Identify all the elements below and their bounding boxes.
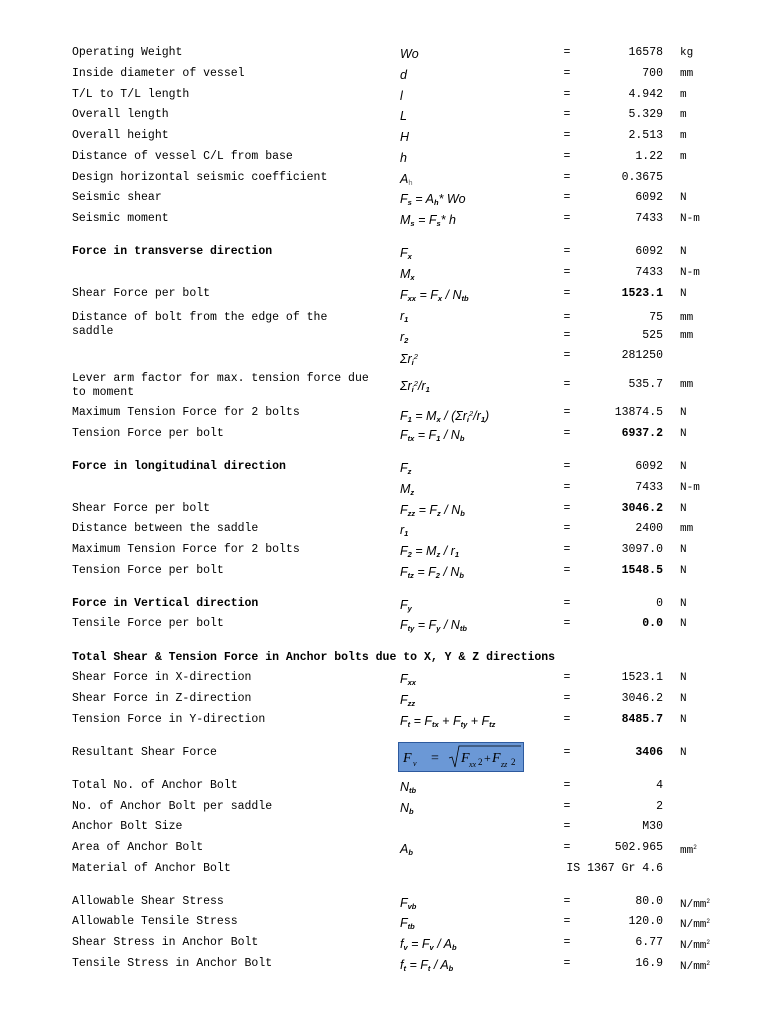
equals: = [563,597,571,610]
unit: N [680,747,687,759]
symbol: $F_{vb}$ [400,896,417,911]
equals: = [563,378,571,391]
symbol: $r_2$ [400,330,409,345]
equals: = [563,108,571,121]
row-tensile-per-bolt-y [0,617,768,637]
value: 7433 [635,212,663,225]
symbol: d [400,68,407,82]
equals: = [563,150,571,163]
symbol: $r_1$ [400,523,409,538]
symbol: $F_x$ [400,246,412,261]
formula: $F_{ty} = F_y / N_{tb}$ [400,618,467,633]
desc: Distance between the saddle [72,522,259,535]
value: 0.0 [642,617,663,630]
row-bolts-per-saddle [0,800,768,820]
equals: = [563,564,571,577]
value: 4 [656,779,663,792]
row-r2 [0,329,768,349]
symbol: h [400,151,407,165]
value: 120.0 [628,915,663,928]
row-shear-stress [0,936,768,956]
desc: Lever arm factor for max. tension force due to moment [72,372,376,399]
value: 281250 [621,349,663,362]
formula: $M_s = F_s*$ h [400,213,456,228]
symbol: L [400,109,407,123]
value: IS 1367 Gr 4.6 [566,862,663,875]
row-shear-z [0,692,768,712]
equals: = [563,502,571,515]
row-seismic-coefficient [0,171,768,191]
value: 80.0 [635,895,663,908]
row-inside-diameter [0,67,768,87]
equals: = [563,287,571,300]
row-longitudinal-heading [0,460,768,480]
value: 7433 [635,266,663,279]
term1-subscript: xx [469,760,477,769]
unit: N [680,693,687,705]
row-allowable-tensile [0,915,768,935]
formula: $F_1 = M_x / (\Sigma r_i^2/r_1)$ [400,409,490,424]
unit: N [680,407,687,419]
row-max-tension-x [0,406,768,426]
desc: Overall height [72,129,169,142]
equals: = [563,671,571,684]
equals: = [563,311,571,324]
row-sum-r-sq [0,349,768,369]
desc: Shear Stress in Anchor Bolt [72,936,259,949]
row-resultant-shear [0,746,768,766]
unit: m [680,151,687,163]
unit: N [680,714,687,726]
desc: Resultant Shear Force [72,746,217,759]
desc: No. of Anchor Bolt per saddle [72,800,273,813]
equals: = [563,212,571,225]
equals: = [563,746,571,759]
equals: = [563,427,571,440]
desc: Tension Force in Y-direction [72,713,266,726]
unit: m [680,89,687,101]
row-bolt-area [0,841,768,861]
equals: = [563,266,571,279]
symbol: $F_{xx}$ [400,672,416,687]
value: 6092 [635,245,663,258]
row-bolt-material [0,862,768,882]
unit: mm [680,68,694,80]
unit: $N/mm^2$ [680,918,711,931]
value: 1548.5 [621,564,663,577]
value: 3046.2 [621,502,663,515]
row-seismic-shear [0,191,768,211]
desc: Tension Force per bolt [72,564,224,577]
unit: N [680,598,687,610]
equals: = [563,406,571,419]
row-cl-distance [0,150,768,170]
unit: kg [680,47,694,59]
row-shear-per-bolt-z [0,502,768,522]
value: 6092 [635,460,663,473]
equals: = [563,800,571,813]
desc: Tensile Force per bolt [72,617,224,630]
row-mz [0,481,768,501]
term1-power: 2 [478,757,483,767]
formula: $f_t = F_t / A_b$ [400,958,454,973]
desc: Allowable Shear Stress [72,895,224,908]
formula: $F_{tx} = F_1 / N_b$ [400,428,465,443]
lhs-subscript: v [413,759,417,768]
symbol: $F_{zz}$ [400,693,416,708]
row-operating-weight [0,46,768,66]
row-transverse-heading [0,245,768,265]
plus-sign: + [484,751,491,765]
unit: $N/mm^2$ [680,960,711,973]
row-shear-per-bolt-x [0,287,768,307]
unit: $N/mm^2$ [680,939,711,952]
desc: Maximum Tension Force for 2 bolts [72,543,300,556]
desc: Inside diameter of vessel [72,67,245,80]
unit: N [680,428,687,440]
value: 535.7 [628,378,663,391]
unit: N [680,503,687,515]
symbol: $M_x$ [400,267,415,282]
desc: Distance of vessel C/L from base [72,150,293,163]
value: 1523.1 [621,287,663,300]
desc: Tension Force per bolt [72,427,224,440]
equals: = [563,713,571,726]
symbol: $r_1$ [400,309,409,324]
value: 0 [656,597,663,610]
value: 6937.2 [621,427,663,440]
value: 1.22 [635,150,663,163]
value: 8485.7 [621,713,663,726]
value: 13874.5 [614,406,663,419]
unit: mm [680,312,694,324]
unit: $mm^2$ [680,844,697,857]
value: 3406 [635,746,663,759]
value: 2 [656,800,663,813]
value: 4.942 [628,88,663,101]
symbol: $A_b$ [400,842,413,857]
unit: N-m [680,267,700,279]
equals: = [563,617,571,630]
symbol: l [400,89,403,103]
lhs-symbol: F [403,751,412,766]
desc: Total No. of Anchor Bolt [72,779,238,792]
desc: Shear Force in X-direction [72,671,252,684]
value: 75 [649,311,663,324]
value: 6.77 [635,936,663,949]
formula: $F_2 = M_z / r_1$ [400,544,459,559]
section-heading: Force in transverse direction [72,245,273,258]
section-heading: Total Shear & Tension Force in Anchor bolts due to X, Y & Z directions [72,651,556,664]
row-max-tension-z [0,543,768,563]
row-mx [0,266,768,286]
equals: = [563,543,571,556]
desc: Maximum Tension Force for 2 bolts [72,406,300,419]
desc: Seismic moment [72,212,169,225]
unit: N [680,192,687,204]
section-heading: Force in Vertical direction [72,597,259,610]
desc: T/L to T/L length [72,88,190,101]
equals: = [563,349,571,362]
equals: = [563,171,571,184]
formula: $F_{tz} = F_2 / N_b$ [400,565,464,580]
symbol: $N_{tb}$ [400,780,417,795]
desc: Anchor Bolt Size [72,820,183,833]
equals: = [563,191,571,204]
value: 5.329 [628,108,663,121]
desc: Overall length [72,108,169,121]
row-total-anchor-bolts [0,779,768,799]
unit: mm [680,330,694,342]
unit: mm [680,523,694,535]
row-tension-per-bolt-z [0,564,768,584]
equals: = [563,67,571,80]
symbol: Wo [400,47,419,61]
row-overall-length [0,108,768,128]
row-tl-length [0,88,768,108]
value: 502.965 [614,841,663,854]
desc: Shear Force per bolt [72,502,211,515]
unit: N [680,618,687,630]
desc: Shear Force per bolt [72,287,211,300]
unit: N [680,288,687,300]
equals: = [563,329,571,342]
equals: = [563,522,571,535]
term1: F [461,751,470,766]
symbol: $M_z$ [400,482,415,497]
row-allowable-shear [0,895,768,915]
equals: = [563,936,571,949]
value: 16.9 [635,957,663,970]
symbol: $A_h$ [400,172,413,187]
equals: = [563,460,571,473]
term2-subscript: zz [501,760,508,769]
equals: = [563,88,571,101]
value: 16578 [628,46,663,59]
symbol: $F_z$ [400,461,412,476]
unit: m [680,130,687,142]
unit: $N/mm^2$ [680,898,711,911]
equals: = [563,915,571,928]
value: 525 [642,329,663,342]
desc: Material of Anchor Bolt [72,862,231,875]
equals: = [563,895,571,908]
formula: $F_s = A_h*$ Wo [400,192,466,207]
value: 1523.1 [621,671,663,684]
term2: F [492,751,501,766]
value: 2400 [635,522,663,535]
symbol: $F_y$ [400,598,412,613]
desc: Tensile Stress in Anchor Bolt [72,957,273,970]
formula: $F_t = F_{tx} + F_{ty} + F_{tz}$ [400,714,496,729]
row-vertical-heading [0,597,768,617]
row-total-heading [0,651,768,671]
value: 7433 [635,481,663,494]
value: 3046.2 [621,692,663,705]
row-bolt-size [0,820,768,840]
formula: $\Sigma r_i^2$ [400,352,418,367]
equals: = [563,957,571,970]
row-saddle-distance [0,522,768,542]
equals: = [563,841,571,854]
equals: = [563,820,571,833]
formula: $\Sigma r_i^2/r_1$ [400,379,430,394]
unit: N-m [680,482,700,494]
value: 0.3675 [621,171,663,184]
unit: m [680,109,687,121]
unit: N [680,565,687,577]
row-lever-arm [0,372,768,399]
desc: Design horizontal seismic coefficient [72,171,328,184]
equals: = [563,245,571,258]
row-overall-height [0,129,768,149]
desc: Allowable Tensile Stress [72,915,238,928]
desc: Seismic shear [72,191,162,204]
symbol: $N_b$ [400,801,414,816]
formula: $F_{xx} = F_x / N_{tb}$ [400,288,469,303]
value: 2.513 [628,129,663,142]
unit: N [680,672,687,684]
desc: Distance of bolt from the edge of the saddle [72,311,335,338]
row-tension-per-bolt-x [0,427,768,447]
row-tensile-stress [0,957,768,977]
row-tension-y [0,713,768,733]
formula: $f_v = F_v / A_b$ [400,937,457,952]
equals: = [563,129,571,142]
desc: Operating Weight [72,46,183,59]
unit: N-m [680,213,700,225]
equals-sign: = [431,751,439,766]
equals: = [563,481,571,494]
value: 3097.0 [621,543,663,556]
section-heading: Force in longitudinal direction [72,460,286,473]
row-seismic-moment [0,212,768,232]
symbol: H [400,130,410,144]
formula: $F_{zz} = F_z / N_b$ [400,503,465,518]
unit: N [680,544,687,556]
equals: = [563,692,571,705]
unit: N [680,461,687,473]
value: 6092 [635,191,663,204]
desc: Area of Anchor Bolt [72,841,204,854]
equals: = [563,46,571,59]
value: M30 [642,820,663,833]
row-shear-x [0,671,768,691]
symbol: $F_{tb}$ [400,916,415,931]
value: 700 [642,67,663,80]
desc: Shear Force in Z-direction [72,692,252,705]
term2-power: 2 [511,757,516,767]
unit: mm [680,379,694,391]
equals: = [563,779,571,792]
unit: N [680,246,687,258]
